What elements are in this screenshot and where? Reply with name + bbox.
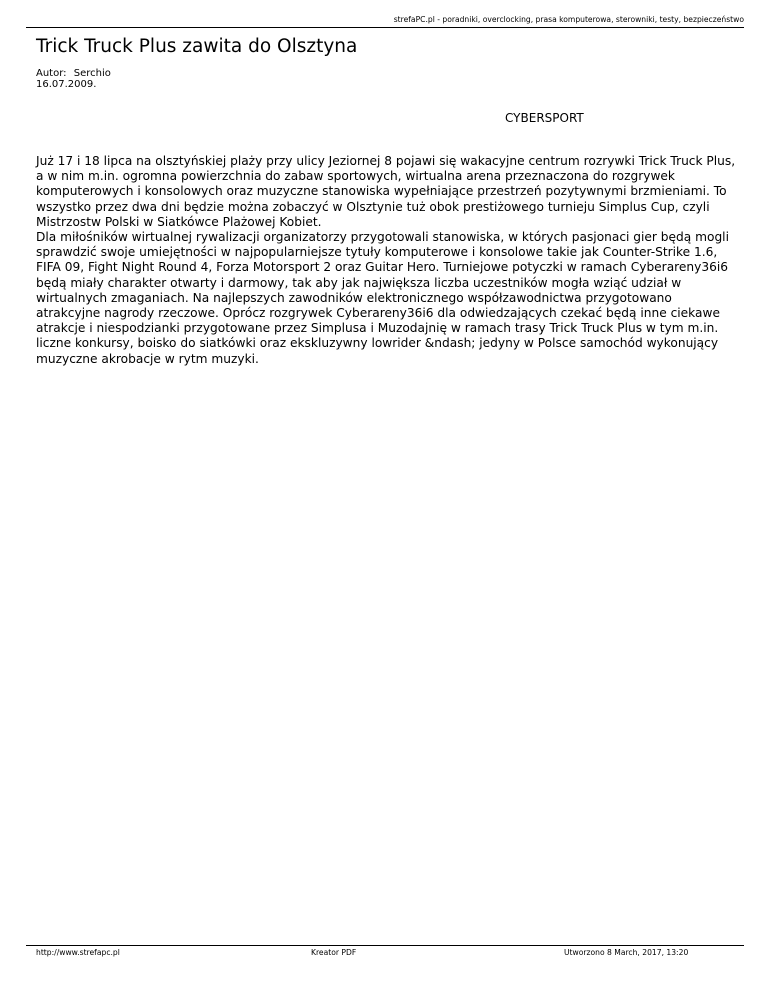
footer-url: http://www.strefapc.pl <box>36 948 120 957</box>
author-label: Autor: <box>36 68 67 79</box>
footer-created-date: Utworzono 8 March, 2017, 13:20 <box>564 948 689 957</box>
footer-creator: Kreator PDF <box>311 948 357 957</box>
author-name: Serchio <box>73 68 111 79</box>
header-divider <box>26 27 744 28</box>
footer-divider <box>26 945 744 946</box>
author-line <box>36 68 111 79</box>
site-header-text: strefaPC.pl - poradniki, overclocking, prasa komputerowa, sterowniki, testy, bezpieczeństwo <box>393 15 744 24</box>
article-paragraph: Już 17 i 18 lipca na olsztyńskiej plaży przy ulicy Jeziornej 8 pojawi się wakacyjne centrum rozrywki Trick Truck Plus, a w nim m.in. ogromna powierzchnia do zabaw sportowych, wirtualna arena przeznaczona do rozgrywek komputerowych i konsolowych oraz muzyczne stanowiska wypełniające przestrzeń pozytywnymi brzmieniami. To wszystko przez dwa dni będzie można zobaczyć w Olsztynie tuż obok prestiżowego turnieju Simplus Cup, czyli Mistrzostw Polski w Siatkówce Plażowej Kobiet. <box>36 154 736 229</box>
article-title: Trick Truck Plus zawita do Olsztyna <box>36 36 358 57</box>
article-date: 16.07.2009. <box>36 79 97 90</box>
article-paragraph: Dla miłośników wirtualnej rywalizacji organizatorzy przygotowali stanowiska, w których pasjonaci gier będą mogli sprawdzić swoje umiejętności w najpopularniejsze tytuły komputerowe i konsolowe takie jak Counter-Strike 1.6, FIFA 09, Fight Night Round 4, Forza Motorsport 2 oraz Guitar Hero. Turniejowe potyczki w ramach Cyberareny36i6 będą miały charakter otwarty i darmowy, tak aby jak największa liczba uczestników mogła wziąć udział w wirtualnych zmaganiach. Na najlepszych zawodników elektronicznego współzawodnictwa przygotowano atrakcyjne nagrody rzeczowe. Oprócz rozgrywek Cyberareny36i6 dla odwiedzających czekać będą inne ciekawe atrakcje i niespodzianki przygotowane przez Simplusa i Muzodajnię w ramach trasy Trick Truck Plus w tym m.in. liczne konkursy, boisko do siatkówki oraz ekskluzywny lowrider &ndash; jedyny w Polsce samochód wykonujący muzyczne akrobacje w rytm muzyki. <box>36 230 729 366</box>
article-meta <box>36 68 111 90</box>
article-body <box>36 154 736 367</box>
article-category: CYBERSPORT <box>505 111 584 125</box>
